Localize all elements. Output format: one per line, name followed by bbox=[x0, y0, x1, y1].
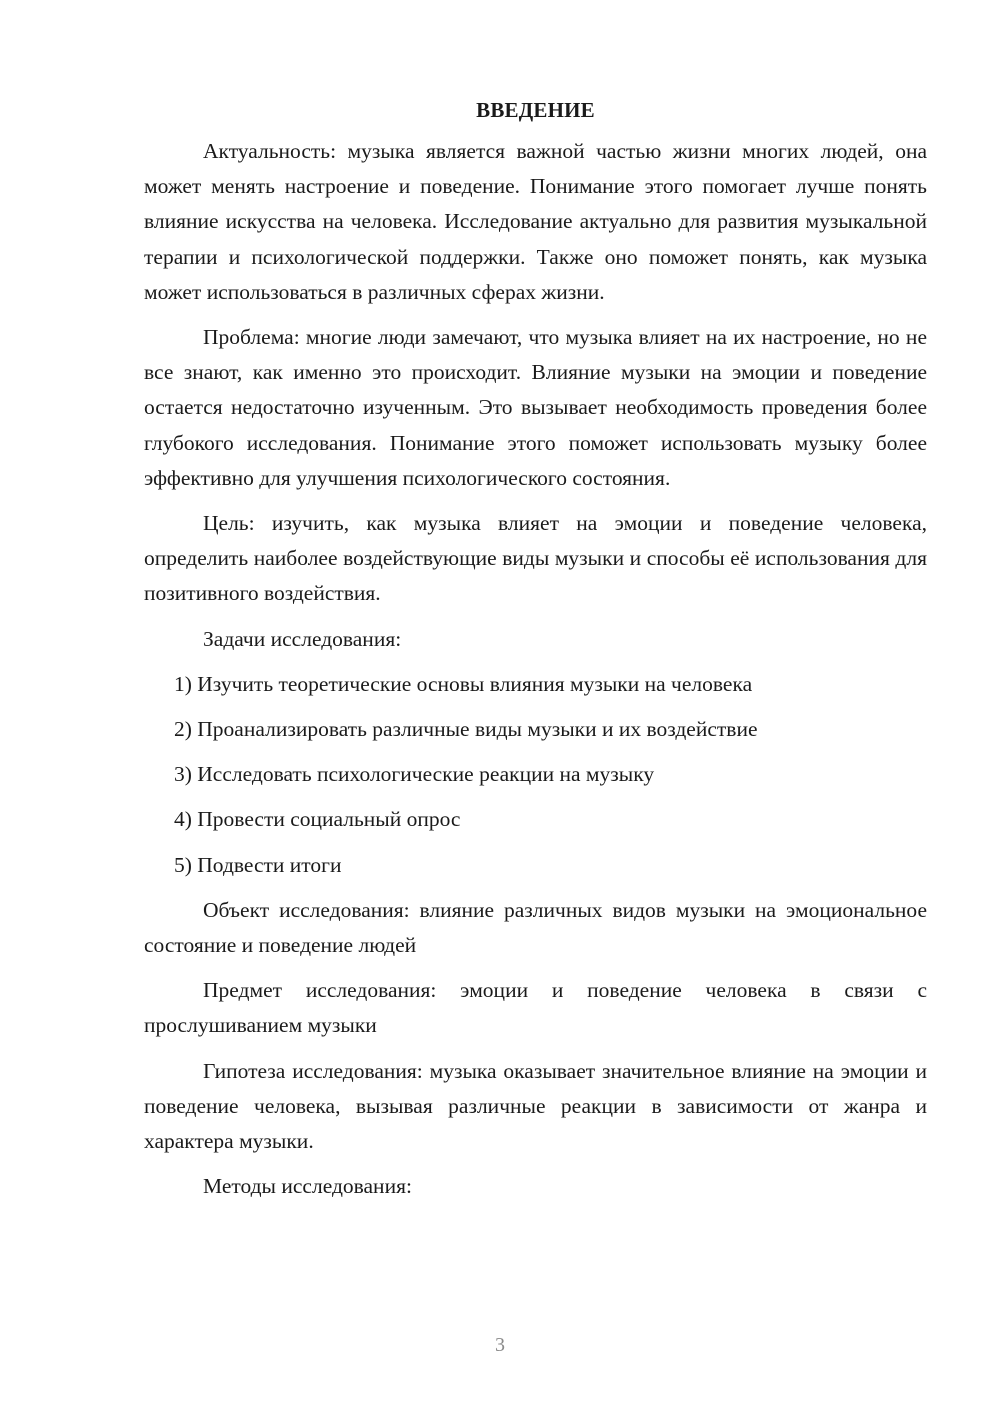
list-item: 4) Провести социальный опрос bbox=[174, 807, 461, 832]
page-content bbox=[144, 92, 927, 1214]
relevance-paragraph: Актуальность: музыка является важной частью жизни многих людей, она может менять настроение и поведение. Понимание этого помогает лучше понять влияние искусства на человека. Исследование актуально для развития музыкальной терапии и психологической поддержки. Также оно поможет понять, как музыка может использоваться в различных сферах жизни. bbox=[144, 139, 927, 304]
list-item: 1) Изучить теоретические основы влияния музыки на человека bbox=[174, 671, 753, 696]
list-item: 2) Проанализировать различные виды музыки и их воздействие bbox=[174, 717, 758, 742]
tasks-list bbox=[144, 667, 927, 883]
problem-paragraph: Проблема: многие люди замечают, что музыка влияет на их настроение, но не все знают, как именно это происходит. Влияние музыки на эмоции и поведение остается недостаточно изученным. Это вызывает необходимость проведения более глубокого исследования. Понимание этого поможет использовать музыку более эффективно для улучшения психологического состояния. bbox=[144, 325, 927, 490]
methods-heading: Методы исследования: bbox=[203, 1174, 412, 1199]
hypothesis-paragraph: Гипотеза исследования: музыка оказывает значительное влияние на эмоции и поведение человека, вызывая различные реакции в зависимости от жанра и характера музыки. bbox=[144, 1058, 927, 1154]
list-item: 3) Исследовать психологические реакции на музыку bbox=[174, 762, 655, 787]
subject-paragraph: Предмет исследования: эмоции и поведение человека в связи с прослушиванием музыки bbox=[144, 978, 927, 1038]
list-item: 5) Подвести итоги bbox=[174, 852, 342, 877]
page-title: ВВЕДЕНИЕ bbox=[476, 98, 595, 122]
page-number: 3 bbox=[495, 1334, 505, 1356]
tasks-heading: Задачи исследования: bbox=[203, 626, 402, 651]
object-paragraph: Объект исследования: влияние различных видов музыки на эмоциональное состояние и поведение людей bbox=[144, 897, 927, 958]
goal-paragraph: Цель: изучить, как музыка влияет на эмоции и поведение человека, определить наиболее воздействующие виды музыки и способы её использования для позитивного воздействия. bbox=[144, 511, 927, 606]
